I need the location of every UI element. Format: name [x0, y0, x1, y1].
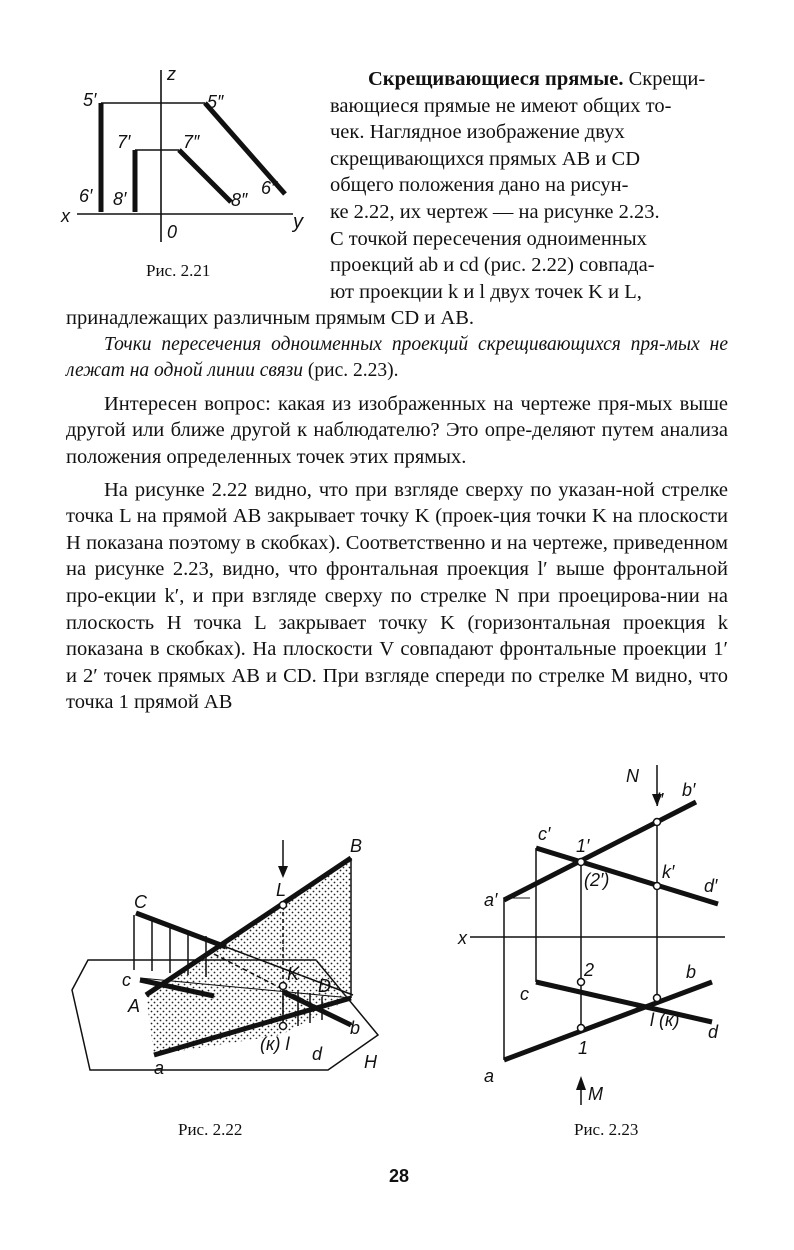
label-B: B — [350, 836, 363, 856]
intro-line-4: общего положения дано на рисун- — [330, 174, 629, 197]
rule-paragraph — [66, 332, 728, 385]
label-H: H — [364, 1052, 377, 1072]
page-number: 28 — [389, 1166, 410, 1186]
label-aprime: a′ — [484, 890, 498, 910]
label-y: y — [293, 211, 303, 233]
label-bprime: b′ — [682, 780, 696, 800]
label-lprime: l′ — [656, 790, 664, 810]
label-6prime: 6′ — [79, 186, 93, 206]
intro-line-5: ке 2.22, их чертеж — на рисунке 2.23. — [330, 200, 660, 223]
paragraph-3: На рисунке 2.22 видно, что при взгляде сверху по указан-ной стрелке точка L на прямой AB закрывает точку K (проек-ция точки K на плоскости H показана поэтому в скобках). Соответственно и на чертеже, приведенном на рисунке 2.23, видно, что фронтальная проекция l′ выше фронтальной про-екции k′, и при взгляде сверху по стрелке N при проецирова-нии на плоскость H точка L закрывает точку K (горизонтальная проекция k показана в скобках). На плоскости V совпадают фронтальные проекции 1′ и 2′ точек прямых AB и CD. При взгляде спереди по стрелке M видно, что точка 1 прямой AB — [66, 478, 728, 714]
intro-line-8: ют проекции k и l двух точек K и L, — [330, 280, 642, 303]
rule-italic: Точки пересечения одноименных проекций скрещивающихся пря-мых не лежат на одной линии связи — [66, 333, 728, 382]
figure-2-21 — [55, 62, 325, 252]
label-L: L — [276, 880, 287, 900]
label-C: C — [134, 892, 147, 912]
intro-line-2: чек. Наглядное изображение двух — [330, 121, 625, 144]
label-x: x — [458, 928, 467, 948]
label-7double: 7″ — [183, 132, 200, 152]
label-b: b — [350, 1018, 361, 1038]
caption-fig-2-23: Рис. 2.23 — [574, 1120, 639, 1139]
label-8double: 8″ — [231, 190, 248, 210]
label-7prime: 7′ — [117, 132, 131, 152]
label-D: D — [318, 976, 331, 996]
label-d: d — [708, 1022, 719, 1042]
label-2prime: (2′) — [584, 870, 610, 890]
label-6double: 6″ — [261, 178, 278, 198]
body-text — [66, 305, 728, 716]
label-cprime: c′ — [538, 824, 551, 844]
label-b: b — [686, 962, 697, 982]
label-c: c — [520, 984, 529, 1004]
figure-2-23 — [450, 760, 740, 1110]
label-lk: l (к) — [650, 1010, 680, 1030]
label-1prime: 1′ — [576, 836, 590, 856]
label-c: c — [122, 970, 131, 990]
label-origin: 0 — [167, 222, 178, 242]
label-a: a — [154, 1058, 165, 1078]
label-a: a — [484, 1066, 495, 1086]
intro-tail: принадлежащих различным прямым CD и AB. — [66, 307, 475, 329]
label-A: A — [128, 996, 141, 1016]
intro-line-1: вающиеся прямые не имеют общих то- — [330, 94, 672, 117]
label-N: N — [626, 766, 639, 786]
label-d: d — [312, 1044, 323, 1064]
intro-line-3: скрещивающихся прямых AB и CD — [330, 147, 641, 170]
label-z: z — [167, 64, 176, 84]
figure-2-22 — [66, 830, 406, 1080]
label-kprime: k′ — [662, 862, 675, 882]
intro-line-7: проекций ab и cd (рис. 2.22) совпада- — [330, 254, 655, 277]
intro-line-6: С точкой пересечения одноименных — [330, 227, 647, 250]
label-dprime: d′ — [704, 876, 718, 896]
intro-line-0: Скрещи- — [628, 68, 706, 90]
label-K: K — [287, 964, 300, 984]
label-M: M — [588, 1084, 603, 1104]
caption-fig-2-22: Рис. 2.22 — [178, 1120, 243, 1139]
label-kl: (к) l — [260, 1034, 290, 1054]
rule-ref: (рис. 2.23). — [303, 360, 399, 382]
caption-fig-2-21: Рис. 2.21 — [146, 261, 211, 280]
section-heading: Скрещивающиеся прямые. — [368, 68, 624, 90]
label-2: 2 — [584, 960, 595, 980]
label-1: 1 — [578, 1038, 589, 1058]
label-5double: 5″ — [207, 92, 224, 112]
label-5prime: 5′ — [83, 90, 97, 110]
label-8prime: 8′ — [113, 189, 127, 209]
label-x: x — [61, 206, 70, 226]
intro-text — [330, 66, 728, 305]
paragraph-2: Интересен вопрос: какая из изображенных на чертеже пря-мых выше другой или ближе другой к наблюдателю? Это опре-деляют путем анализа положения определенных точек этих прямых. — [66, 392, 728, 468]
